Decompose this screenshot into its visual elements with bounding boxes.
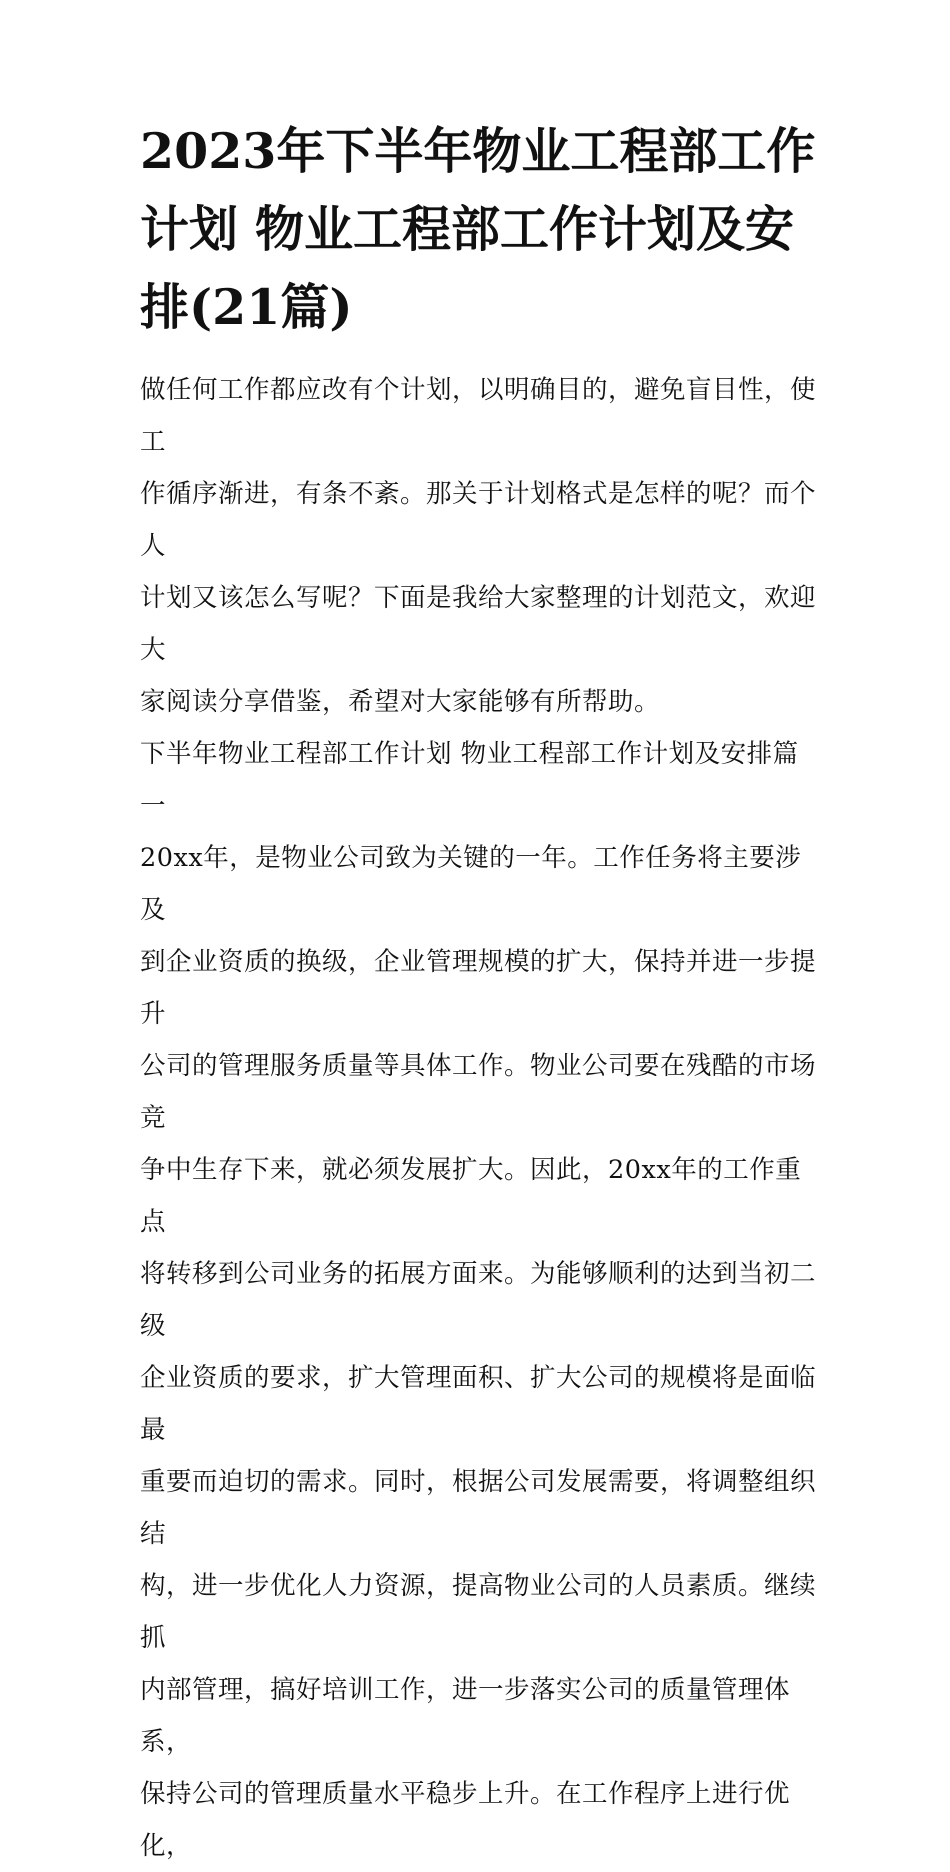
body-paragraph: 20xx年，是物业公司致为关键的一年。工作任务将主要涉及 到企业资质的换级，企业管理规模的扩大，保持并进一步提升 公司的管理服务质量等具体工作。物业公司要在残酷的市场竞 争中生存下来，就必须发展扩大。因此，20xx年的工作重点 将转移到公司业务的拓展方面来。为能够顺利的达到当初二级 企业资质的要求，扩大管理面积、扩大公司的规模将是面临最 重要而迫切的需求。同时，根据公司发展需要，将调整组织结 构，进一步优化人力资源，提高物业公司的人员素质。继续抓 内部管理，搞好培训工作，进一步落实公司的质量管理体系， 保持公司的管理质量水平稳步上升。在工作程序上进行优化， (140, 843, 817, 1861)
intro-paragraph: 做任何工作都应改有个计划，以明确目的，避免盲目性，使工 作循序渐进，有条不紊。那关于计划格式是怎样的呢？而个人 计划又该怎么写呢？下面是我给大家整理的计划范文，欢迎大 家阅读分享借鉴，希望对大家能够有所帮助。 (140, 375, 817, 717)
title-line-2: 计划 物业工程部工作计划及安 (140, 200, 795, 258)
title-line-3: 排(21篇) (140, 278, 353, 336)
document-page (140, 112, 820, 1872)
title-line-1: 2023年下半年物业工程部工作 (140, 122, 816, 180)
section-heading: 下半年物业工程部工作计划 物业工程部工作计划及安排篇一 (140, 739, 799, 821)
document-title (140, 112, 820, 346)
